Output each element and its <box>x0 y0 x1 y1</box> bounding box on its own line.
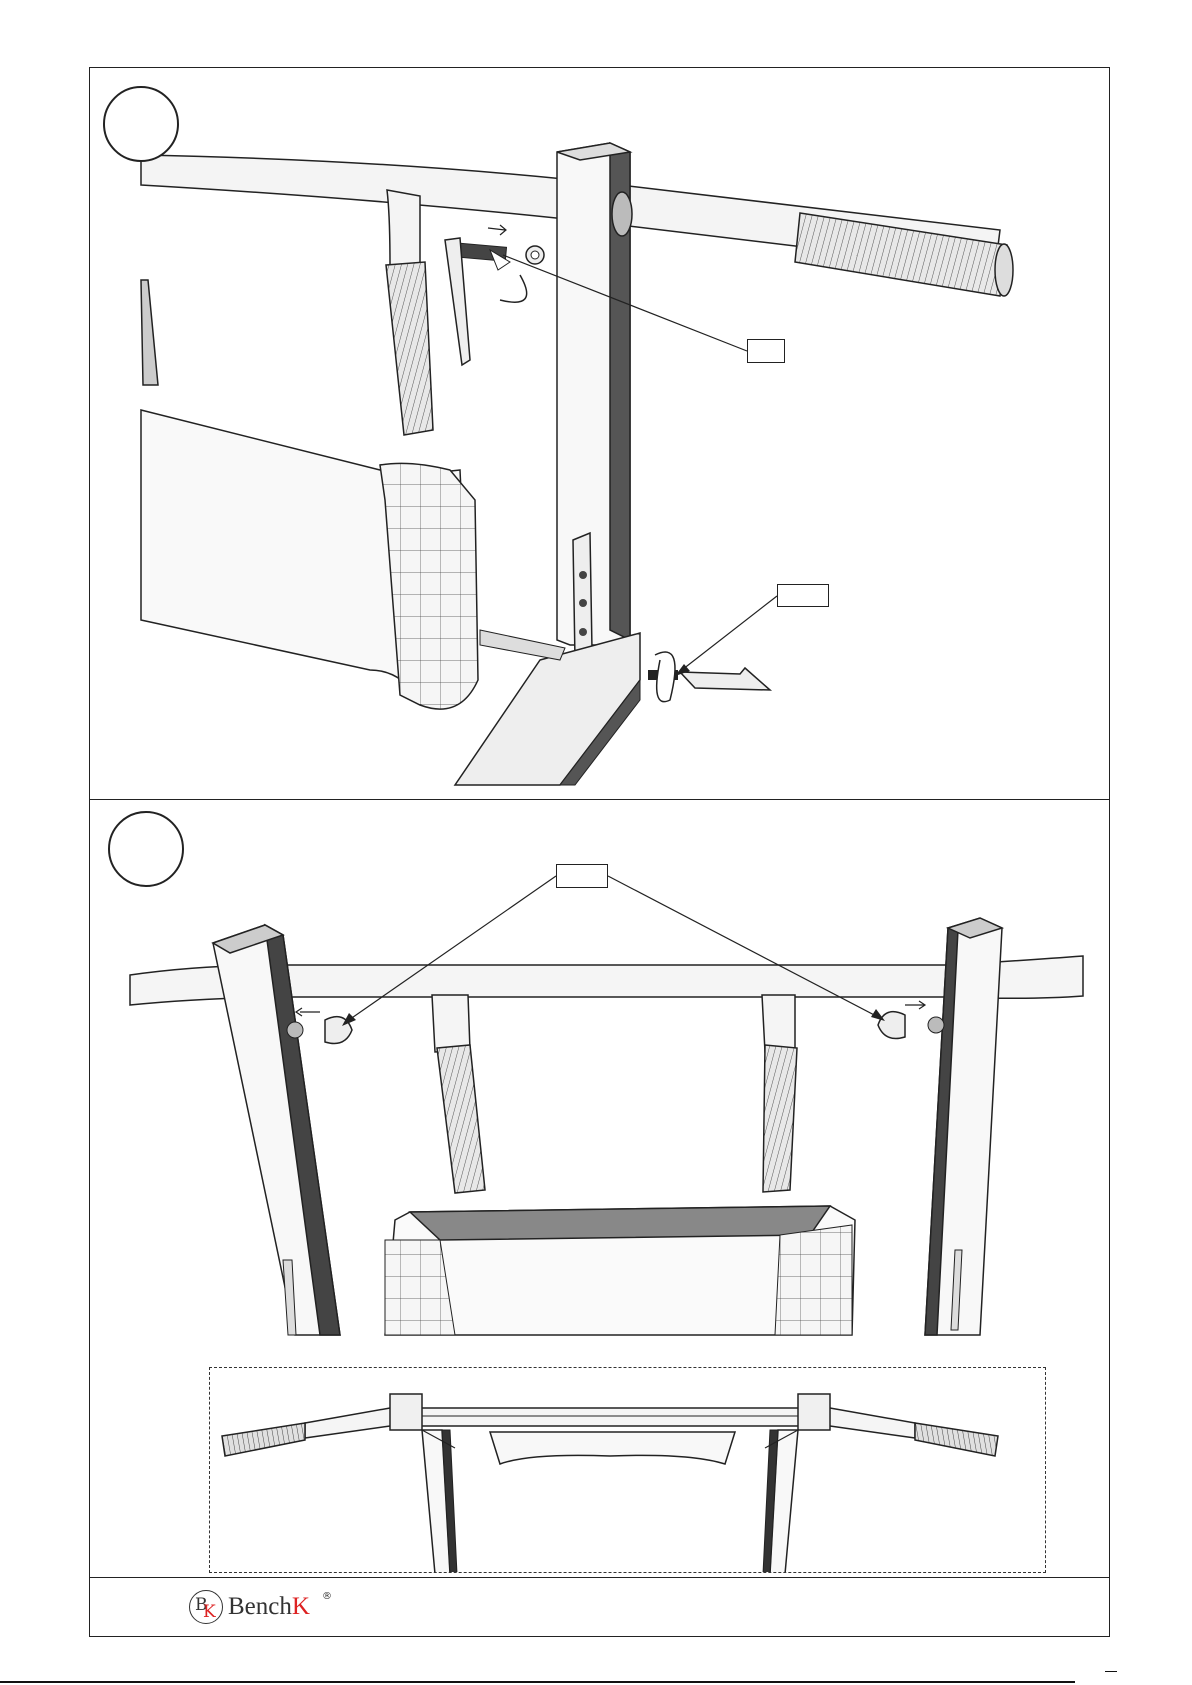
lower-bolt-and-wrench <box>648 652 770 702</box>
part-label-box <box>747 339 785 363</box>
assembled-view-drawing <box>210 1368 1046 1573</box>
logo-text <box>228 1593 310 1621</box>
upright-post <box>557 143 632 660</box>
brand-name: Bench <box>228 1593 292 1620</box>
step-number <box>105 88 177 160</box>
page-corner-mark <box>1105 1671 1117 1672</box>
part-label-box <box>556 864 608 888</box>
logo-mark <box>189 1590 223 1624</box>
benchk-logo <box>189 1589 310 1625</box>
step-number-circle <box>103 86 179 162</box>
backrest-cushion <box>141 410 565 709</box>
assembled-view-inset <box>209 1367 1046 1573</box>
bolt-and-washer <box>445 225 544 365</box>
logo-mark-b: B <box>195 1595 208 1615</box>
brand-name-k: K <box>291 1593 310 1620</box>
leader-line <box>678 596 777 673</box>
step-number <box>110 813 182 885</box>
page-bottom-rule <box>0 1681 1075 1683</box>
step-number-circle <box>108 811 184 887</box>
registered-mark: ® <box>322 1591 332 1602</box>
logo-mark-k: K <box>203 1602 216 1622</box>
vertical-grip <box>386 262 433 435</box>
footer-divider <box>89 1577 1110 1578</box>
part-label-box <box>777 584 829 607</box>
